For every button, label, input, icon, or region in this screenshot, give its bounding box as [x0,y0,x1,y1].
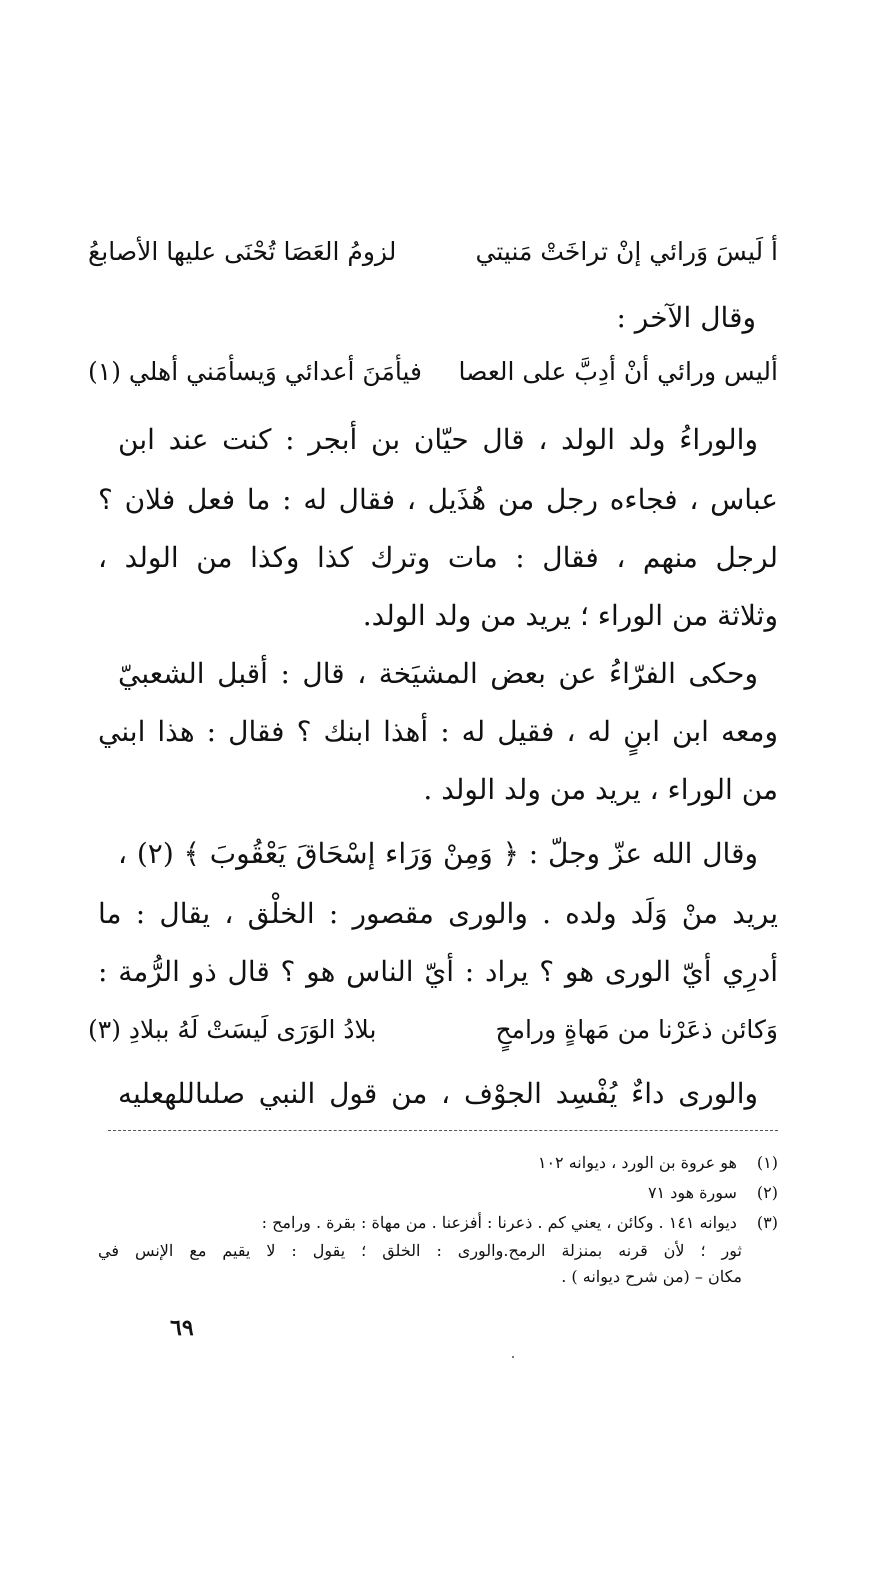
verse-3-second-hemistich: بلادُ الوَرَى لَيسَتْ لَهُ ببلادِ (٣) [88,1015,377,1044]
verse-1-first-hemistich: أ لَيسَ وَرائي إنْ تراخَتْ مَنيتي [475,237,778,266]
verse-2-second-hemistich: فيأمَنَ أعدائي وَيسأمَني أهلي (١) [88,357,422,386]
verse-2-intro: وقال الآخر : [616,301,756,334]
page-number: ٦٩ [170,1315,194,1341]
paragraph-4-line: والورى داءٌ يُفْسِد الجوْف ، من قول النبي صلىاللهعليه [118,1077,758,1110]
paragraph-3-line: وقال الله عزّ وجلّ : ﴿ وَمِنْ وَرَاء إسْحَاقَ يَعْقُوبَ ﴾ (٢) ، [118,837,758,870]
footnote-1 [98,1150,778,1176]
paragraph-1-line: والوراءُ ولد الولد ، قال حيّان بن أبجر : كنت عند ابن [118,423,758,456]
paragraph-3-line: أدرِي أيّ الورى هو ؟ يراد : أيّ الناس هو ؟ قال ذو الرُّمة : [98,955,778,988]
paragraph-1-line: وثلاثة من الوراء ؛ يريد من ولد الولد. [362,599,778,632]
verse-1-second-hemistich: لزومُ العَصَا تُحْنَى عليها الأصابعُ [88,237,397,266]
footnote-3-continuation: مكان – (من شرح ديوانه ) . [561,1267,742,1286]
verse-2-first-hemistich: أليس ورائي أنْ أدِبَّ على العصا [458,357,778,386]
paragraph-1-line: عباس ، فجاءه رجل من هُذَيل ، فقال له : ما فعل فلان ؟ [98,483,778,516]
footnote-3 [98,1210,778,1236]
paragraph-2-line: من الوراء ، يريد من ولد الولد . [423,773,778,806]
paragraph-2-line: ومعه ابن ابنٍ له ، فقيل له : أهذا ابنك ؟ فقال : هذا ابني [98,715,778,748]
paragraph-3-line: يريد منْ وَلَد ولده . والورى مقصور : الخلْق ، يقال : ما [98,897,778,930]
paragraph-2-line: وحكى الفرّاءُ عن بعض المشيَخة ، قال : أقبل الشعبيّ [118,657,758,690]
footnote-text: سورة هود ٧١ [647,1183,737,1202]
footnote-text: ديوانه ١٤١ . وكائن ، يعني كم . ذعرنا : أفزعنا . من مهاة : بقرة . ورامح : [261,1213,737,1232]
footnote-3-continuation: ثور ؛ لأن قرنه بمنزلة الرمح.والورى : الخلق ؛ يقول : لا يقيم مع الإنس في [98,1241,742,1260]
footnote-text: هو عروة بن الورد ، ديوانه ١٠٢ [537,1153,737,1172]
paragraph-1-line: لرجل منهم ، فقال : مات وترك كذا وكذا من الولد ، [98,541,778,574]
print-speck [512,1356,514,1358]
verse-3-first-hemistich: وَكائن ذعَرْنا من مَهاةٍ ورامحٍ [495,1015,778,1044]
footnote-divider [108,1130,778,1131]
footnote-number: (١) [756,1153,778,1172]
footnote-2 [98,1180,778,1206]
footnote-number: (٢) [756,1183,778,1202]
footnote-number: (٣) [756,1213,778,1232]
